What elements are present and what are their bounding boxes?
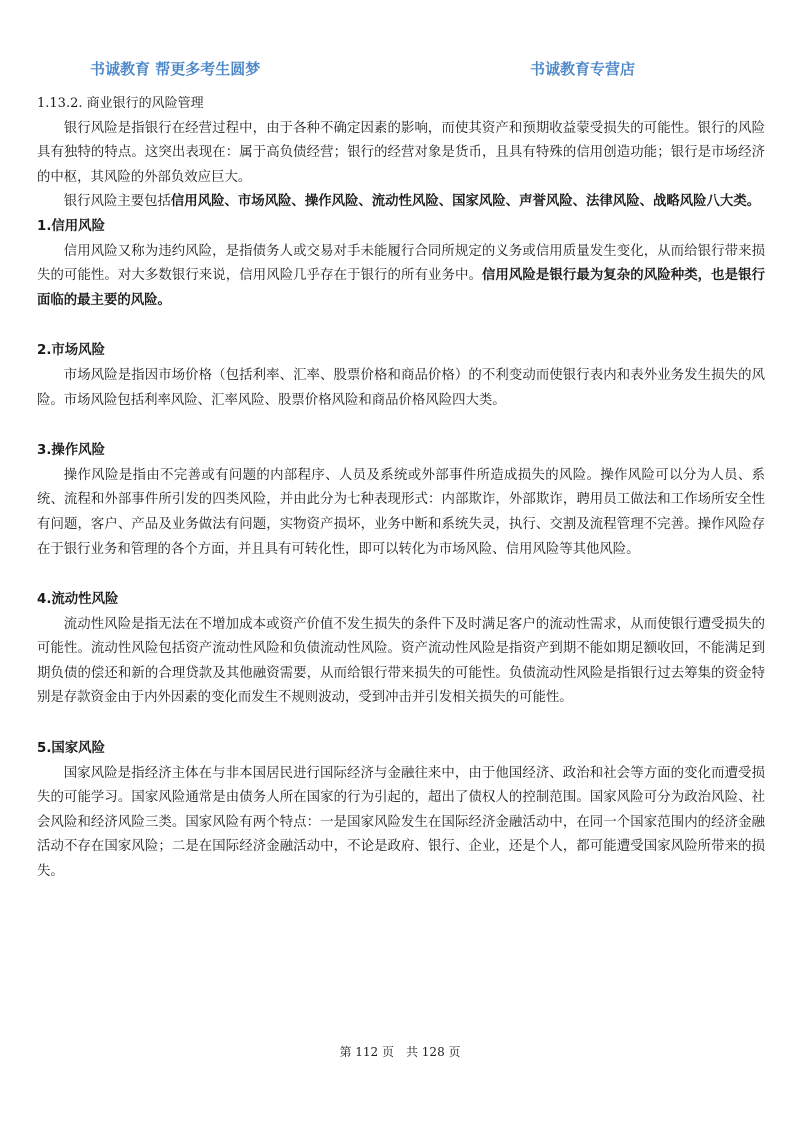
operational-risk-heading: 3.操作风险 xyxy=(37,443,105,459)
credit-risk-paragraph xyxy=(37,240,765,314)
liquidity-risk-paragraph: 流动性风险是指无法在不增加成本或资产价值不发生损失的条件下及时满足客户的流动性需求，从而使银行遭受损失的可能性。流动性风险包括资产流动性风险和负债流动性风险。资产流动性风险是指资产到期不能如期足额收回，不能满足到期负债的偿还和新的合理贷款及其他融资需要，从而给银行带来损失的可能性。负债流动性风险是指银行过去筹集的资金特别是存款资金由于内外因素的变化而发生不规则波动，受到冲击并引发相关损失的可能性。 xyxy=(37,616,765,706)
market-risk-paragraph: 市场风险是指因市场价格（包括利率、汇率、股票价格和商品价格）的不利变动而使银行表内和表外业务发生损失的风险。市场风险包括利率风险、汇率风险、股票价格风险和商品价格风险四大类。 xyxy=(37,367,765,408)
credit-risk-heading: 1.信用风险 xyxy=(37,218,105,234)
page-header xyxy=(0,58,800,82)
market-risk-heading: 2.市场风险 xyxy=(37,343,105,359)
intro-text: 银行风险主要包括 xyxy=(63,194,171,210)
header-slogan: 书诚教育 帮更多考生圆梦 xyxy=(90,60,261,78)
intro-risk-list: 信用风险、市场风险、操作风险、流动性风险、国家风险、声誉风险、法律风险、战略风险八大类。 xyxy=(170,194,761,210)
section-heading: 1.13.2. 商业银行的风险管理 xyxy=(37,96,204,111)
intro-paragraph-1: 银行风险是指银行在经营过程中，由于各种不确定因素的影响，而使其资产和预期收益蒙受损失的可能性。银行的风险具有独特的特点。这突出表现在：属于高负债经营；银行的经营对象是货币，且具有特殊的信用创造功能；银行是市场经济的中枢，其风险的外部负效应巨大。 xyxy=(37,120,765,185)
liquidity-risk-heading: 4.流动性风险 xyxy=(37,592,119,608)
header-store-name: 书诚教育专营店 xyxy=(530,60,636,78)
page-number: 第 112 页 共 128 页 xyxy=(339,1045,461,1059)
intro-paragraph-2 xyxy=(37,190,765,215)
country-risk-heading: 5.国家风险 xyxy=(37,741,105,757)
country-risk-paragraph: 国家风险是指经济主体在与非本国居民进行国际经济与金融往来中，由于他国经济、政治和社会等方面的变化而遭受损失的可能学习。国家风险通常是由债务人所在国家的行为引起的，超出了债权人的控制范围。国家风险可分为政治风险、社会风险和经济风险三类。国家风险有两个特点：一是国家风险发生在国际经济金融活动中，在同一个国家范围内的经济金融活动不存在国家风险；二是在国际经济金融活动中，不论是政府、银行、企业，还是个人，都可能遭受国家风险所带来的损失。 xyxy=(37,765,765,880)
credit-risk-emphasis: 信用风险是银行最为复杂的风险种类，也是银行面临的最主要的风险。 xyxy=(37,268,766,308)
credit-risk-text: 信用风险又称为违约风险，是指债务人或交易对手未能履行合同所规定的义务或信用质量发生变化，从而给银行带来损失的可能性。对大多数银行来说，信用风险几乎存在于银行的所有业务中。 xyxy=(37,243,765,284)
document-body xyxy=(37,90,765,885)
operational-risk-paragraph: 操作风险是指由不完善或有问题的内部程序、人员及系统或外部事件所造成损失的风险。操作风险可以分为人员、系统、流程和外部事件所引发的四类风险，并由此分为七种表现形式：内部欺诈，外部欺诈，聘用员工做法和工作场所安全性有问题，客户、产品及业务做法有问题，实物资产损坏，业务中断和系统失灵，执行、交割及流程管理不完善。操作风险存在于银行业务和管理的各个方面，并且具有可转化性，即可以转化为市场风险、信用风险等其他风险。 xyxy=(37,467,765,557)
